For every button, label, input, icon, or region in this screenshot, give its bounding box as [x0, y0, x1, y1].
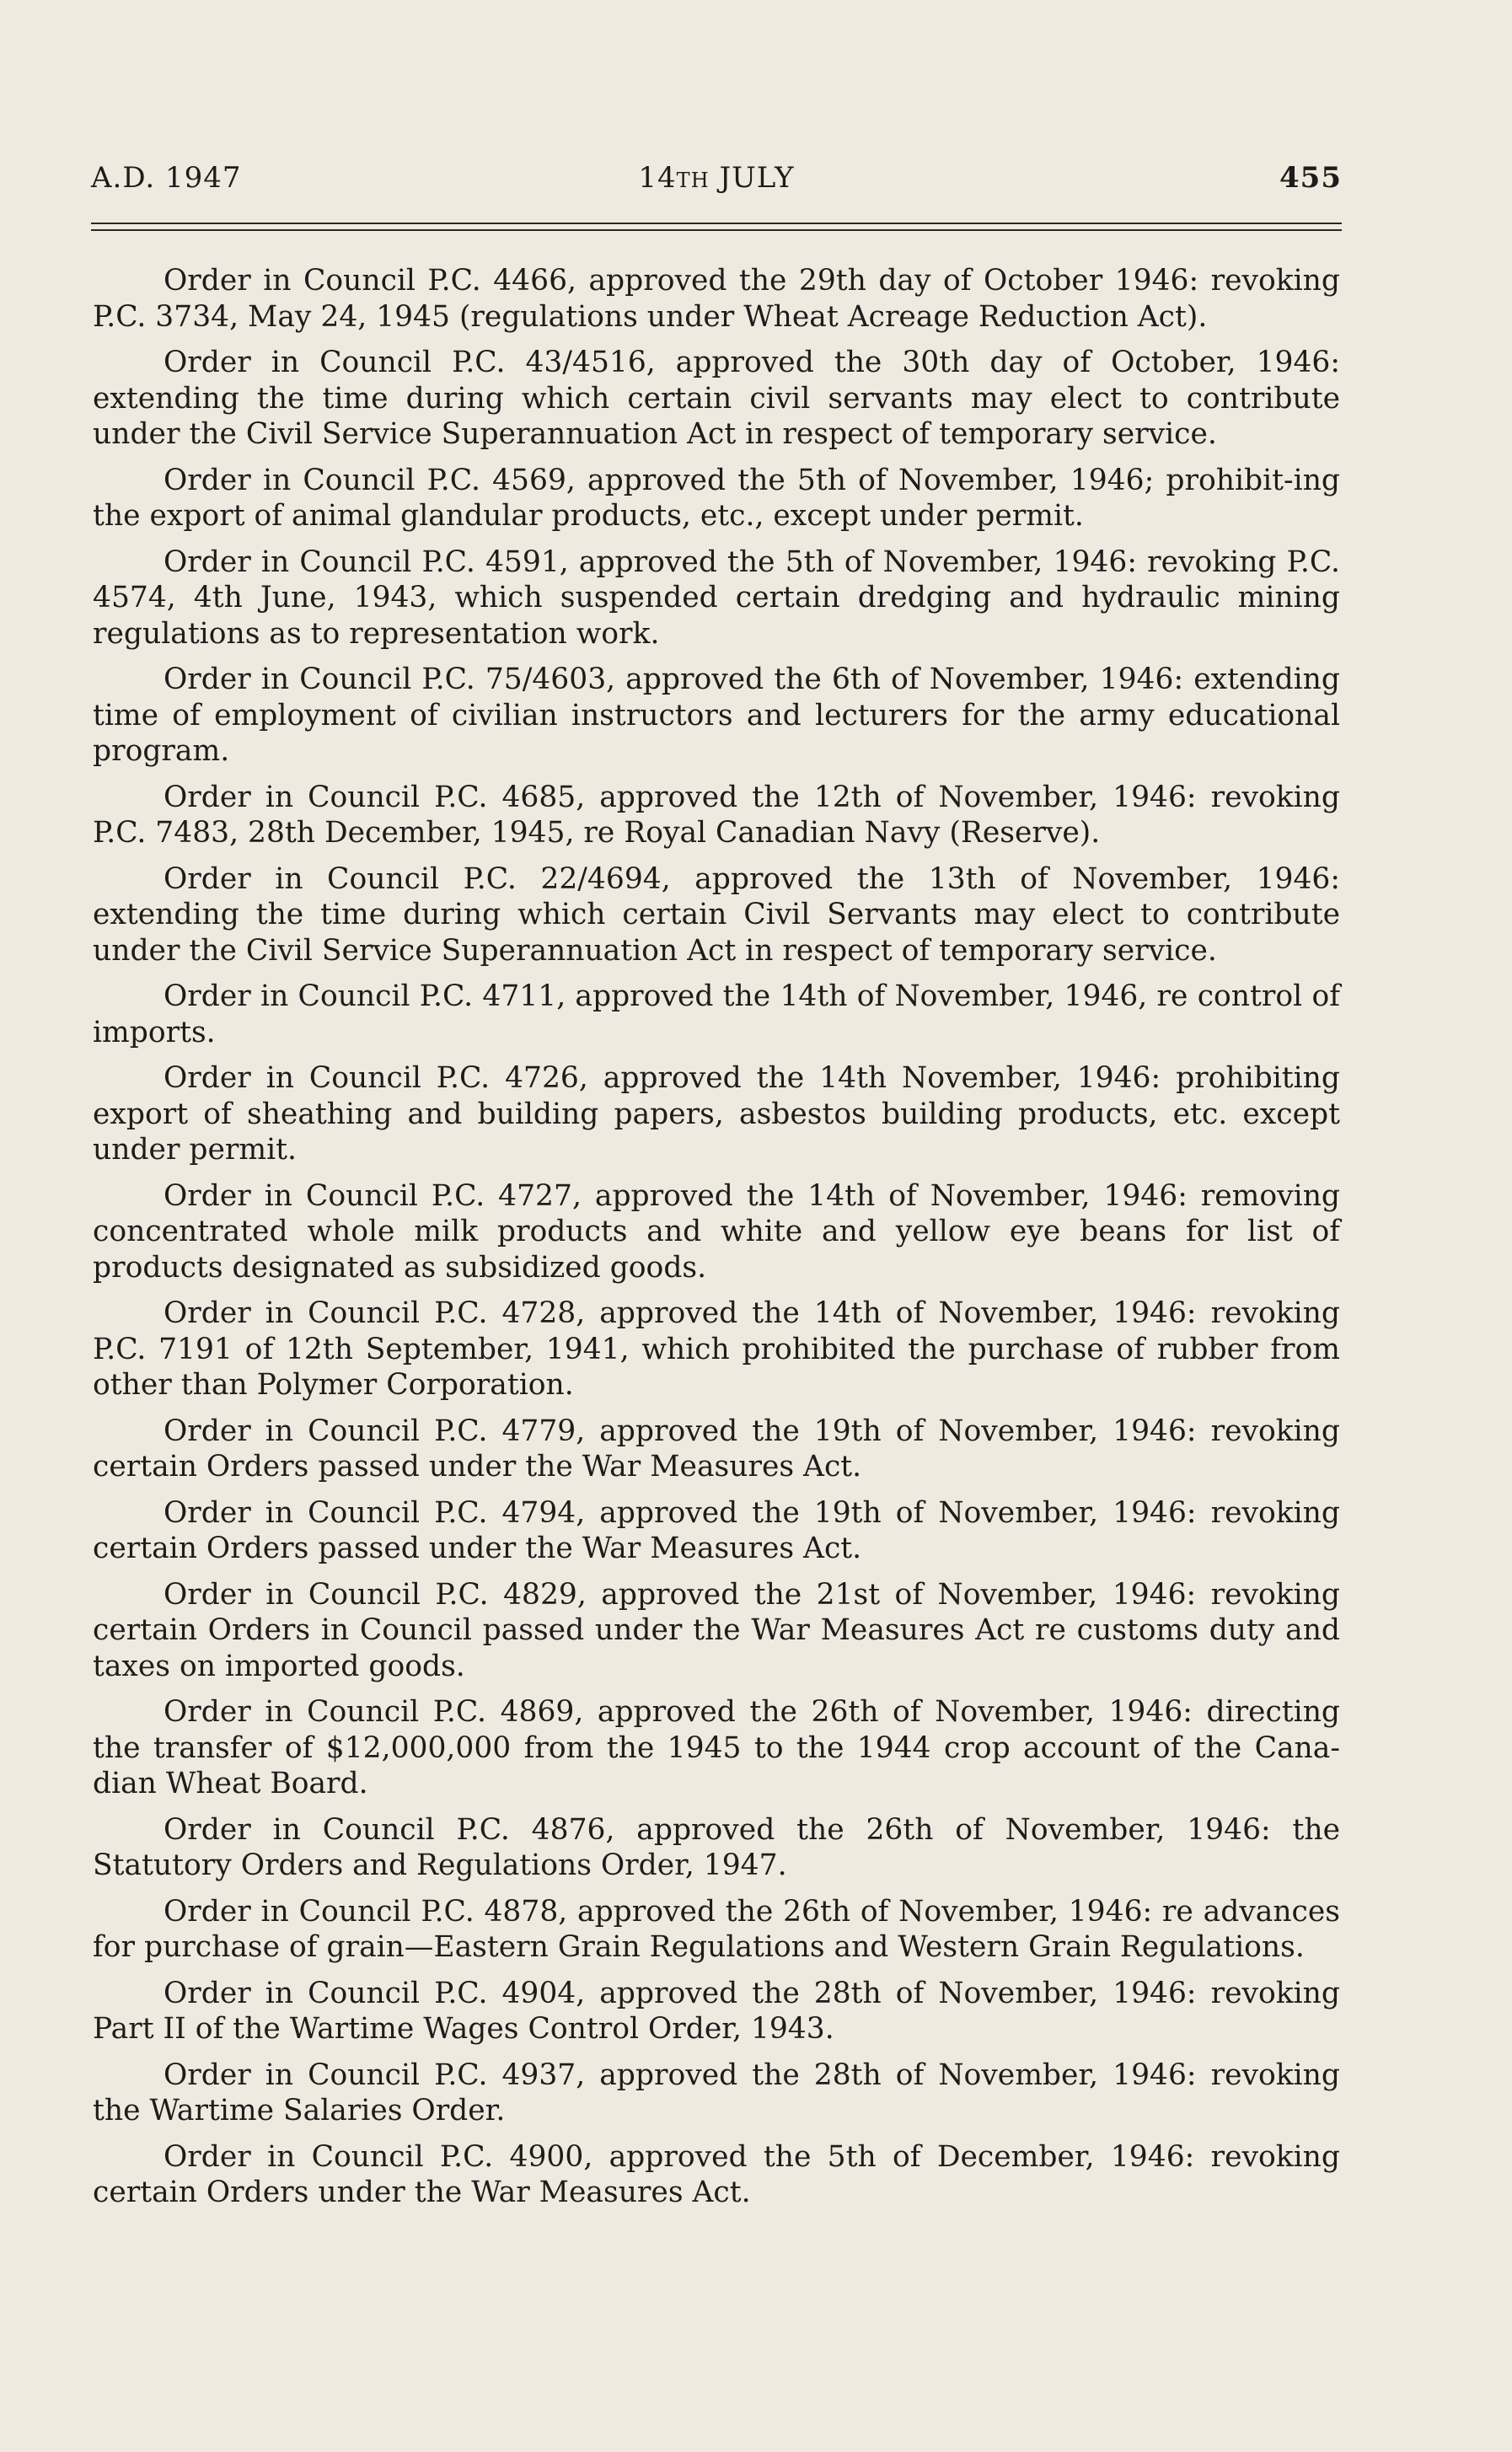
order-entry: Order in Council P.C. 4569, approved the 5th of November, 1946; prohibit-ing the export of animal glandular products, etc., except under permit.	[93, 463, 1340, 533]
order-entry: Order in Council P.C. 4900, approved the 5th of December, 1946: revoking certain Orders under the War Measures Act.	[93, 2139, 1340, 2209]
order-entry: Order in Council P.C. 4466, approved the 29th day of October 1946: revoking P.C. 3734, May 24, 1945 (regulations under Wheat Acreage Reduction Act).	[93, 264, 1340, 334]
order-entry: Order in Council P.C. 4685, approved the 12th of November, 1946: revoking P.C. 7483, 28th December, 1945, re Royal Canadian Navy (Reserve).	[93, 780, 1340, 850]
order-entry: Order in Council P.C. 4878, approved the 26th of November, 1946: re advances for purchase of grain—Eastern Grain Regulations and Western Grain Regulations.	[93, 1894, 1340, 1964]
order-entry: Order in Council P.C. 4869, approved the 26th of November, 1946: directing the transfer of $12,000,000 from the 1945 to the 1944 crop account of the Cana-dian Wheat Board.	[93, 1695, 1340, 1800]
order-entry: Order in Council P.C. 4876, approved the 26th of November, 1946: the Statutory Orders and Regulations Order, 1947.	[93, 1812, 1340, 1882]
orders-list	[93, 263, 1340, 2211]
page-number: 455	[1279, 161, 1342, 195]
order-entry: Order in Council P.C. 4727, approved the 14th of November, 1946: removing concentrated whole milk products and white and yellow eye beans for list of products designated as subsidized goods.	[93, 1178, 1340, 1285]
header-rule-bottom	[91, 229, 1342, 231]
order-entry: Order in Council P.C. 4937, approved the 28th of November, 1946: revoking the Wartime Salaries Order.	[93, 2058, 1340, 2127]
order-entry: Order in Council P.C. 4711, approved the 14th of November, 1946, re control of imports.	[93, 979, 1340, 1049]
order-entry: Order in Council P.C. 4829, approved the 21st of November, 1946: revoking certain Orders in Council passed under the War Measures Act re customs duty and taxes on imported goods.	[93, 1577, 1340, 1683]
order-entry: Order in Council P.C. 4728, approved the 14th of November, 1946: revoking P.C. 7191 of 12th September, 1941, which prohibited the purchase of rubber from other than Polymer Corporation.	[93, 1296, 1340, 1402]
header-date-month: JULY	[719, 161, 795, 195]
order-entry: Order in Council P.C. 4591, approved the 5th of November, 1946: revoking P.C. 4574, 4th June, 1943, which suspended certain dredging and hydraulic mining regulations as to representation work.	[93, 545, 1340, 651]
header-date	[91, 157, 1342, 199]
order-entry: Order in Council P.C. 75/4603, approved the 6th of November, 1946: extending time of employment of civilian instructors and lecturers for the army educational program.	[93, 663, 1340, 768]
order-entry: Order in Council P.C. 4726, approved the 14th November, 1946: prohibiting export of sheathing and building papers, asbestos building products, etc. except under permit.	[93, 1061, 1340, 1167]
order-entry: Order in Council P.C. 4779, approved the 19th of November, 1946: revoking certain Orders passed under the War Measures Act.	[93, 1414, 1340, 1484]
running-header	[91, 157, 1342, 199]
header-date-day: 14th	[638, 161, 710, 195]
order-entry: Order in Council P.C. 4794, approved the 19th of November, 1946: revoking certain Orders passed under the War Measures Act.	[93, 1495, 1340, 1565]
order-entry: Order in Council P.C. 4904, approved the 28th of November, 1946: revoking Part II of the Wartime Wages Control Order, 1943.	[93, 1976, 1340, 2046]
order-entry: Order in Council P.C. 22/4694, approved the 13th of November, 1946: extending the time during which certain Civil Servants may elect to contribute under the Civil Service Superannuation Act in respect of temporary service.	[93, 861, 1340, 968]
header-rule-top	[91, 223, 1342, 224]
order-entry: Order in Council P.C. 43/4516, approved the 30th day of October, 1946: extending the time during which certain civil servants may elect to contribute under the Civil Service Superannuation Act in respect of temporary service.	[93, 346, 1340, 451]
header-year: A.D. 1947	[91, 161, 242, 195]
